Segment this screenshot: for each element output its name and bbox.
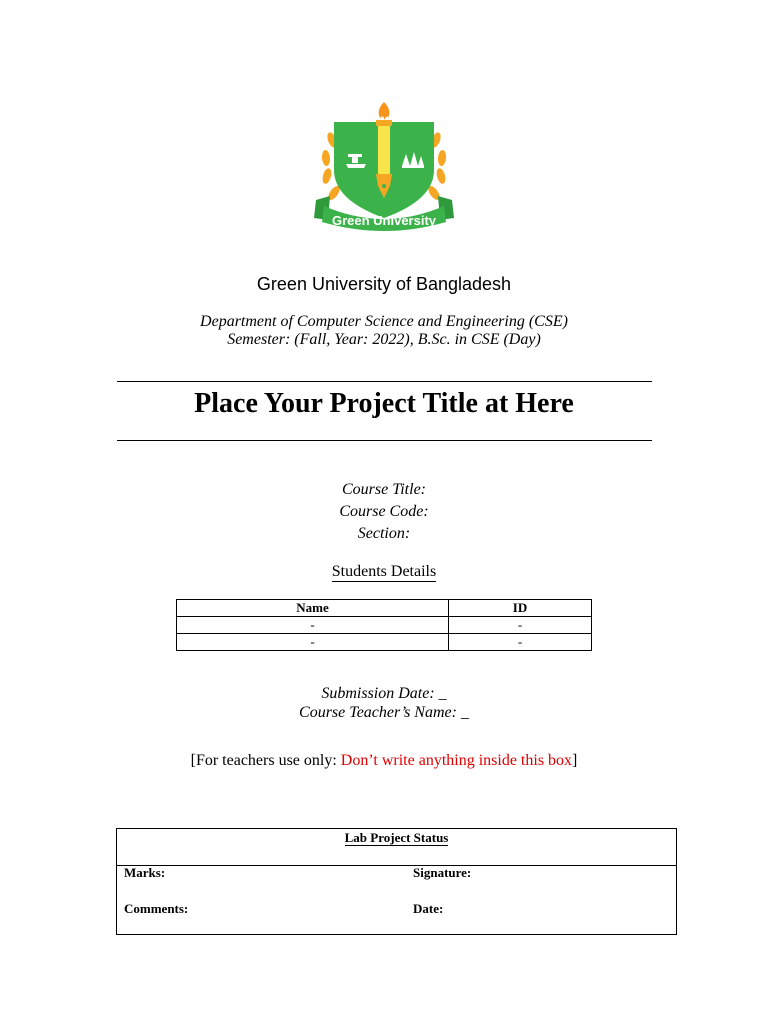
section-label: Section:	[357, 525, 411, 542]
student-id-cell: -	[449, 634, 592, 651]
column-header-id: ID	[449, 600, 592, 617]
university-logo-svg	[310, 100, 458, 236]
university-logo	[310, 100, 458, 236]
semester-line: Semester: (Fall, Year: 2022), B.Sc. in CSE (Day)	[227, 331, 541, 348]
table-row	[177, 634, 592, 651]
teachers-note-warning: Don’t write anything inside this box	[340, 752, 573, 769]
title-rule-bottom	[117, 440, 652, 441]
column-header-name: Name	[177, 600, 449, 617]
date-label: Date:	[413, 901, 444, 916]
students-table	[176, 599, 592, 651]
status-box-header	[117, 829, 676, 866]
student-name-cell: -	[177, 634, 449, 651]
title-rule-top	[117, 381, 652, 382]
students-details-heading	[0, 563, 768, 581]
signature-label: Signature:	[413, 865, 472, 880]
department-line: Department of Computer Science and Engineering (CSE)	[200, 313, 568, 330]
university-name: Green University of Bangladesh	[256, 274, 512, 294]
teachers-note-prefix: [For teachers use only:	[190, 752, 341, 769]
course-title-label: Course Title:	[341, 481, 426, 498]
lab-project-status-box	[116, 828, 677, 935]
logo-ribbon-text: Green University	[331, 213, 437, 228]
marks-label: Marks:	[124, 865, 166, 880]
teachers-note-suffix: ]	[572, 752, 578, 769]
students-table-header-row	[177, 600, 592, 617]
students-details-heading-text: Students Details	[331, 563, 437, 580]
submission-date-label: Submission Date: _	[321, 685, 447, 702]
course-code-label: Course Code:	[339, 503, 429, 520]
torch-pen-icon	[376, 102, 392, 198]
comments-label: Comments:	[124, 901, 189, 916]
course-teacher-label: Course Teacher’s Name: _	[299, 704, 469, 721]
teachers-use-note	[0, 752, 768, 770]
project-title: Place Your Project Title at Here	[194, 388, 574, 419]
status-box-title: Lab Project Status	[344, 830, 449, 845]
table-row	[177, 617, 592, 634]
student-id-cell: -	[449, 617, 592, 634]
student-name-cell: -	[177, 617, 449, 634]
